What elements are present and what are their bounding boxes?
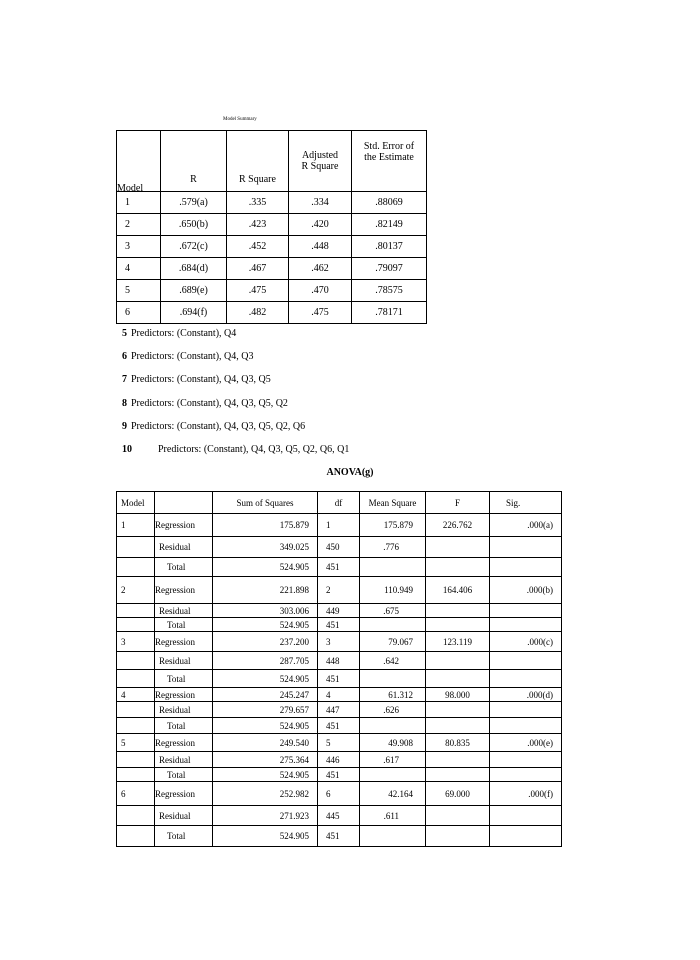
anova-row	[117, 514, 562, 537]
anova-cell-sig	[490, 537, 562, 558]
anova-cell-ss: 524.905	[213, 558, 318, 577]
anova-cell-df: 451	[318, 618, 360, 632]
anova-cell-source: Residual	[155, 537, 213, 558]
cell-adjusted-r-square: .470	[289, 280, 352, 302]
anova-cell-sig	[490, 670, 562, 688]
footnote-number: 5	[122, 328, 127, 339]
model-summary-row	[117, 214, 427, 236]
anova-cell-sig	[490, 604, 562, 618]
footnote	[122, 328, 236, 339]
anova-cell-source: Residual	[155, 806, 213, 826]
anova-cell-ss: 175.879	[213, 514, 318, 537]
cell-adjusted-r-square: .462	[289, 258, 352, 280]
anova-cell-sig	[490, 768, 562, 782]
anova-cell-ss: 237.200	[213, 632, 318, 652]
anova-cell-source: Regression	[155, 688, 213, 702]
anova-cell-source: Regression	[155, 577, 213, 604]
anova-row	[117, 632, 562, 652]
cell-adjusted-r-square: .475	[289, 302, 352, 324]
cell-r: .684(d)	[161, 258, 227, 280]
anova-cell-source: Total	[155, 558, 213, 577]
anova-row	[117, 826, 562, 847]
anova-cell-df: 449	[318, 604, 360, 618]
anova-cell-sig	[490, 652, 562, 670]
footnote	[122, 398, 288, 409]
anova-cell-f: 123.119	[426, 632, 490, 652]
footnote-text: Predictors: (Constant), Q4, Q3, Q5, Q2, Q6	[131, 421, 306, 432]
anova-cell-model	[117, 618, 155, 632]
anova-row	[117, 604, 562, 618]
anova-cell-model: 2	[117, 577, 155, 604]
cell-r: .672(c)	[161, 236, 227, 258]
anova-cell-f	[426, 537, 490, 558]
cell-adjusted-r-square: .334	[289, 192, 352, 214]
model-summary-row	[117, 192, 427, 214]
anova-cell-ss: 252.982	[213, 782, 318, 806]
anova-cell-df: 450	[318, 537, 360, 558]
header-adjusted-r-square: Adjusted R Square	[289, 131, 352, 192]
anova-cell-ms: .776	[360, 537, 426, 558]
cell-r-square: .423	[227, 214, 289, 236]
anova-cell-ms: 42.164	[360, 782, 426, 806]
anova-cell-ms: .626	[360, 702, 426, 718]
anova-cell-ss: 249.540	[213, 734, 318, 752]
anova-cell-f	[426, 652, 490, 670]
anova-cell-model: 3	[117, 632, 155, 652]
anova-cell-ms: 79.067	[360, 632, 426, 652]
anova-cell-f	[426, 752, 490, 768]
anova-header-sig: Sig.	[490, 492, 562, 514]
model-summary-row	[117, 236, 427, 258]
cell-r: .694(f)	[161, 302, 227, 324]
anova-cell-model: 4	[117, 688, 155, 702]
anova-cell-source: Total	[155, 768, 213, 782]
cell-r-square: .482	[227, 302, 289, 324]
anova-cell-source: Residual	[155, 652, 213, 670]
anova-cell-sig	[490, 618, 562, 632]
anova-header-f: F	[426, 492, 490, 514]
anova-cell-model: 1	[117, 514, 155, 537]
anova-cell-df: 451	[318, 826, 360, 847]
anova-row	[117, 806, 562, 826]
anova-cell-model	[117, 806, 155, 826]
anova-row	[117, 768, 562, 782]
anova-row	[117, 618, 562, 632]
footnote-number: 6	[122, 351, 127, 362]
anova-row	[117, 670, 562, 688]
cell-r: .689(e)	[161, 280, 227, 302]
footnote	[122, 374, 271, 385]
anova-cell-ss: 524.905	[213, 618, 318, 632]
anova-cell-f	[426, 604, 490, 618]
anova-cell-f	[426, 670, 490, 688]
anova-cell-model: 6	[117, 782, 155, 806]
anova-cell-sig	[490, 826, 562, 847]
anova-header-ms: Mean Square	[360, 492, 426, 514]
anova-cell-df: 445	[318, 806, 360, 826]
anova-cell-ms: 49.908	[360, 734, 426, 752]
anova-row	[117, 752, 562, 768]
header-model: Model	[117, 131, 161, 192]
anova-cell-f: 164.406	[426, 577, 490, 604]
anova-row	[117, 782, 562, 806]
anova-cell-f: 69.000	[426, 782, 490, 806]
anova-header-row	[117, 492, 562, 514]
anova-cell-df: 451	[318, 670, 360, 688]
anova-row	[117, 652, 562, 670]
anova-cell-source: Total	[155, 718, 213, 734]
cell-model: 6	[117, 302, 161, 324]
cell-adjusted-r-square: .420	[289, 214, 352, 236]
cell-r: .650(b)	[161, 214, 227, 236]
anova-cell-ms	[360, 670, 426, 688]
anova-cell-df: 451	[318, 768, 360, 782]
model-summary-row	[117, 258, 427, 280]
anova-header-ss: Sum of Squares	[213, 492, 318, 514]
anova-row	[117, 577, 562, 604]
anova-cell-sig	[490, 558, 562, 577]
cell-std-error: .80137	[352, 236, 427, 258]
anova-cell-model	[117, 558, 155, 577]
anova-cell-model	[117, 768, 155, 782]
footnote	[122, 444, 349, 455]
anova-cell-model	[117, 826, 155, 847]
anova-cell-df: 5	[318, 734, 360, 752]
anova-cell-df: 6	[318, 782, 360, 806]
anova-cell-f	[426, 558, 490, 577]
anova-cell-sig: .000(d)	[490, 688, 562, 702]
header-r: R	[161, 131, 227, 192]
anova-cell-f	[426, 702, 490, 718]
anova-cell-model	[117, 604, 155, 618]
anova-cell-ms: .642	[360, 652, 426, 670]
footnote-text: Predictors: (Constant), Q4	[131, 328, 237, 339]
anova-cell-f	[426, 826, 490, 847]
cell-std-error: .82149	[352, 214, 427, 236]
anova-cell-ss: 524.905	[213, 670, 318, 688]
anova-cell-ms: .675	[360, 604, 426, 618]
anova-row	[117, 734, 562, 752]
anova-cell-source: Regression	[155, 514, 213, 537]
anova-cell-df: 447	[318, 702, 360, 718]
anova-cell-model	[117, 752, 155, 768]
anova-cell-ms	[360, 826, 426, 847]
anova-cell-model	[117, 670, 155, 688]
anova-cell-ms	[360, 768, 426, 782]
anova-cell-source: Residual	[155, 702, 213, 718]
footnote	[122, 421, 305, 432]
anova-cell-sig: .000(e)	[490, 734, 562, 752]
cell-model: 1	[117, 192, 161, 214]
anova-cell-source: Regression	[155, 734, 213, 752]
anova-cell-source: Total	[155, 670, 213, 688]
anova-cell-model	[117, 652, 155, 670]
cell-r-square: .467	[227, 258, 289, 280]
cell-r-square: .335	[227, 192, 289, 214]
anova-cell-ss: 524.905	[213, 768, 318, 782]
cell-std-error: .78171	[352, 302, 427, 324]
cell-std-error: .79097	[352, 258, 427, 280]
anova-row	[117, 558, 562, 577]
anova-cell-sig	[490, 702, 562, 718]
anova-cell-ss: 524.905	[213, 826, 318, 847]
footnote-text: Predictors: (Constant), Q4, Q3, Q5, Q2, Q6, Q1	[158, 444, 350, 455]
anova-header-df: df	[318, 492, 360, 514]
cell-std-error: .88069	[352, 192, 427, 214]
header-r-square: R Square	[227, 131, 289, 192]
anova-cell-ms	[360, 718, 426, 734]
anova-cell-model	[117, 718, 155, 734]
anova-cell-df: 4	[318, 688, 360, 702]
anova-cell-sig: .000(c)	[490, 632, 562, 652]
anova-row	[117, 702, 562, 718]
cell-adjusted-r-square: .448	[289, 236, 352, 258]
anova-cell-model	[117, 537, 155, 558]
cell-std-error: .78575	[352, 280, 427, 302]
anova-cell-model	[117, 702, 155, 718]
cell-model: 3	[117, 236, 161, 258]
footnote-number: 10	[122, 444, 132, 455]
anova-cell-ms: 61.312	[360, 688, 426, 702]
anova-cell-ss: 275.364	[213, 752, 318, 768]
anova-cell-f	[426, 768, 490, 782]
anova-cell-df: 451	[318, 558, 360, 577]
anova-cell-ss: 287.705	[213, 652, 318, 670]
anova-cell-ms	[360, 618, 426, 632]
anova-cell-ss: 524.905	[213, 718, 318, 734]
anova-cell-source: Regression	[155, 782, 213, 806]
anova-cell-sig	[490, 806, 562, 826]
anova-cell-sig	[490, 752, 562, 768]
cell-model: 5	[117, 280, 161, 302]
footnote	[122, 351, 254, 362]
anova-title: ANOVA(g)	[326, 467, 374, 478]
anova-cell-sig	[490, 718, 562, 734]
anova-cell-model: 5	[117, 734, 155, 752]
model-summary-row	[117, 280, 427, 302]
footnote-text: Predictors: (Constant), Q4, Q3, Q5, Q2	[131, 398, 288, 409]
anova-cell-ms: 175.879	[360, 514, 426, 537]
anova-row	[117, 718, 562, 734]
footnote-text: Predictors: (Constant), Q4, Q3, Q5	[131, 374, 271, 385]
anova-cell-sig: .000(a)	[490, 514, 562, 537]
anova-cell-ms: .611	[360, 806, 426, 826]
anova-table	[116, 491, 562, 847]
anova-cell-ss: 245.247	[213, 688, 318, 702]
anova-cell-ms: .617	[360, 752, 426, 768]
cell-model: 4	[117, 258, 161, 280]
model-summary-title: Model Summary	[223, 117, 257, 122]
anova-cell-ss: 271.923	[213, 806, 318, 826]
model-summary-table	[116, 130, 427, 324]
anova-row	[117, 537, 562, 558]
anova-cell-source: Total	[155, 618, 213, 632]
anova-cell-ms	[360, 558, 426, 577]
anova-cell-f	[426, 806, 490, 826]
anova-cell-sig: .000(f)	[490, 782, 562, 806]
anova-cell-df: 451	[318, 718, 360, 734]
anova-cell-ss: 221.898	[213, 577, 318, 604]
anova-cell-df: 2	[318, 577, 360, 604]
anova-cell-f	[426, 618, 490, 632]
footnote-number: 7	[122, 374, 127, 385]
anova-cell-ss: 279.657	[213, 702, 318, 718]
footnote-number: 8	[122, 398, 127, 409]
anova-header-blank	[155, 492, 213, 514]
anova-cell-df: 446	[318, 752, 360, 768]
anova-cell-f: 226.762	[426, 514, 490, 537]
footnote-text: Predictors: (Constant), Q4, Q3	[131, 351, 254, 362]
anova-cell-ss: 349.025	[213, 537, 318, 558]
anova-row	[117, 688, 562, 702]
anova-cell-source: Regression	[155, 632, 213, 652]
model-summary-row	[117, 302, 427, 324]
cell-model: 2	[117, 214, 161, 236]
anova-cell-source: Residual	[155, 752, 213, 768]
cell-r-square: .452	[227, 236, 289, 258]
anova-header-model: Model	[117, 492, 155, 514]
cell-r: .579(a)	[161, 192, 227, 214]
anova-cell-ss: 303.006	[213, 604, 318, 618]
header-std-error: Std. Error of the Estimate	[352, 131, 427, 192]
anova-cell-df: 1	[318, 514, 360, 537]
anova-cell-f	[426, 718, 490, 734]
anova-cell-ms: 110.949	[360, 577, 426, 604]
cell-r-square: .475	[227, 280, 289, 302]
anova-cell-f: 98.000	[426, 688, 490, 702]
anova-cell-sig: .000(b)	[490, 577, 562, 604]
anova-cell-df: 448	[318, 652, 360, 670]
footnote-number: 9	[122, 421, 127, 432]
anova-cell-df: 3	[318, 632, 360, 652]
anova-cell-source: Residual	[155, 604, 213, 618]
anova-cell-source: Total	[155, 826, 213, 847]
anova-cell-f: 80.835	[426, 734, 490, 752]
